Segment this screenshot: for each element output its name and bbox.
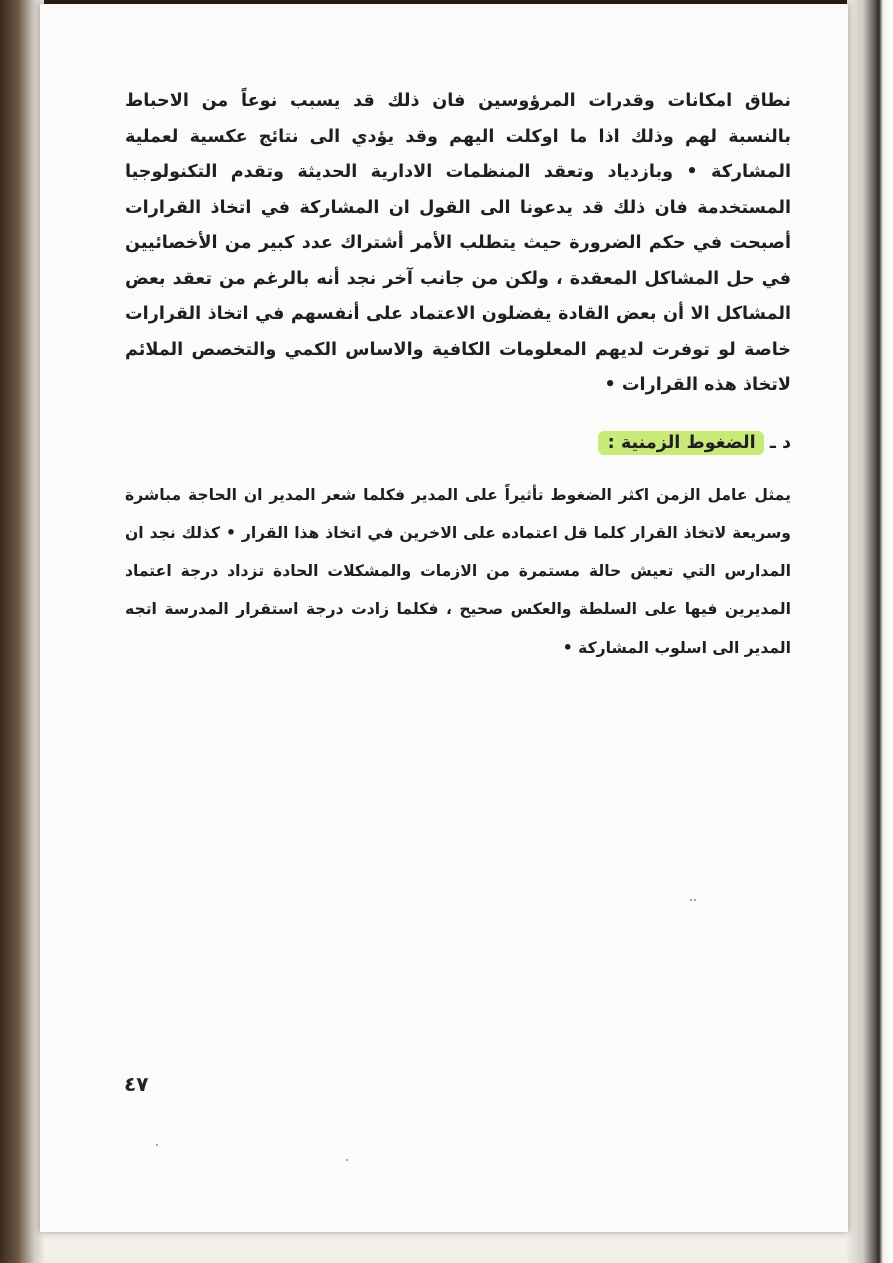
page-body	[125, 84, 791, 667]
paper-speck	[156, 1144, 158, 1146]
paper-speck	[694, 899, 696, 901]
photo-left-edge	[0, 0, 44, 1263]
paragraph-1: نطاق امكانات وقدرات المرؤوسين فان ذلك قد يسبب نوعاً من الاحباط بالنسبة لهم وذلك اذا ما اوكلت اليهم وقد يؤدي الى نتائج عكسية لعملية المشاركة • وبازدياد وتعقد المنظمات الادارية الحديثة وتقدم التكنولوجيا المستخدمة فان ذلك قد يدعونا الى القول ان المشاركة في اتخاذ القرارات أصبحت في حكم الضرورة حيث يتطلب الأمر أشتراك عدد كبير من الأخصائيين في حل المشاكل المعقدة ، ولكن من جانب آخر نجد أنه بالرغم من تعقد بعض المشاكل الا أن بعض القادة يفضلون الاعتماد على أنفسهم في اتخاذ القرارات خاصة لو توفرت لديهم المعلومات الكافية والاساس الكمي والتخصص الملائم لاتخاذ هذه القرارات •	[125, 91, 791, 395]
paragraph-2: يمثل عامل الزمن اكثر الضغوط تأثيراً على المدير فكلما شعر المدير ان الحاجة مباشرة وسريعة لاتخاذ القرار كلما قل اعتماده على الاخرين في اتخاذ هذا القرار • كذلك نجد ان المدارس التي تعيش حالة مستمرة من الازمات والمشكلات الحادة تزداد درجة اعتماد المديرين فيها على السلطة والعكس صحيح ، فكلما زادت درجة استقرار المدرسة اتجه المدير الى اسلوب المشاركة •	[125, 485, 791, 657]
paper-speck	[690, 899, 692, 901]
section-heading	[125, 426, 791, 460]
photo-right-edge	[847, 0, 893, 1263]
section-heading-prefix: د ـ	[769, 432, 791, 453]
paper-speck	[346, 1159, 348, 1161]
section-heading-highlighted-text: الضغوط الزمنية :	[598, 431, 764, 455]
page-number: ٤٧	[124, 1072, 149, 1096]
